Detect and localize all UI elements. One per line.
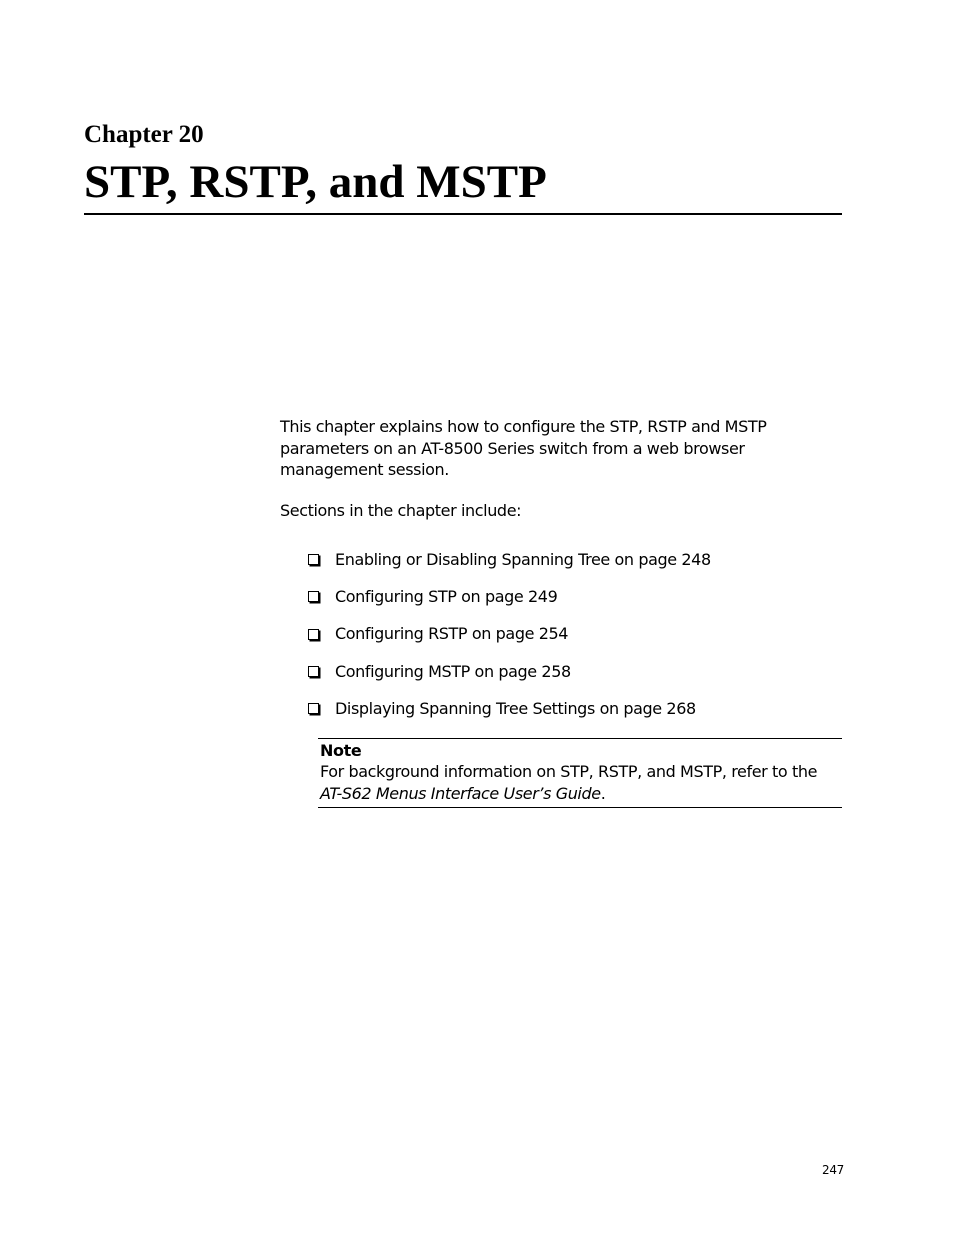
section-link[interactable]: Configuring RSTP on page 254 (335, 624, 569, 644)
note-heading: Note (320, 741, 362, 760)
note-text: For background information on STP, RSTP, and MSTP, refer to the (320, 762, 818, 781)
note-end: . (600, 783, 606, 803)
chapter-title: STP, RSTP, and MSTP (84, 156, 547, 208)
guide-title: AT-S62 Menus Interface User’s Guide (320, 783, 601, 803)
checkbox-bullet-icon (308, 703, 319, 714)
checkbox-bullet-icon (308, 629, 319, 640)
list-item (308, 690, 711, 727)
checkbox-bullet-icon (308, 666, 319, 677)
list-item (308, 616, 711, 653)
note-body (320, 761, 840, 804)
title-rule (84, 213, 842, 215)
chapter-label: Chapter 20 (84, 121, 204, 148)
section-link[interactable]: Displaying Spanning Tree Settings on page 268 (335, 698, 696, 718)
checkbox-bullet-icon (308, 591, 319, 602)
page-number: 247 (822, 1163, 845, 1177)
section-list (308, 541, 711, 727)
section-link[interactable]: Enabling or Disabling Spanning Tree on page 248 (335, 549, 711, 569)
list-item (308, 541, 711, 578)
list-item (308, 653, 711, 690)
section-link[interactable]: Configuring MSTP on page 258 (335, 661, 571, 681)
note-box (318, 738, 842, 808)
checkbox-bullet-icon (308, 554, 319, 565)
intro-paragraph: This chapter explains how to configure the STP, RSTP and MSTP parameters on an AT-8500 Series switch from a web browser management session. (280, 417, 767, 479)
section-link[interactable]: Configuring STP on page 249 (335, 586, 558, 606)
sections-lead: Sections in the chapter include: (280, 501, 522, 520)
list-item (308, 578, 711, 615)
